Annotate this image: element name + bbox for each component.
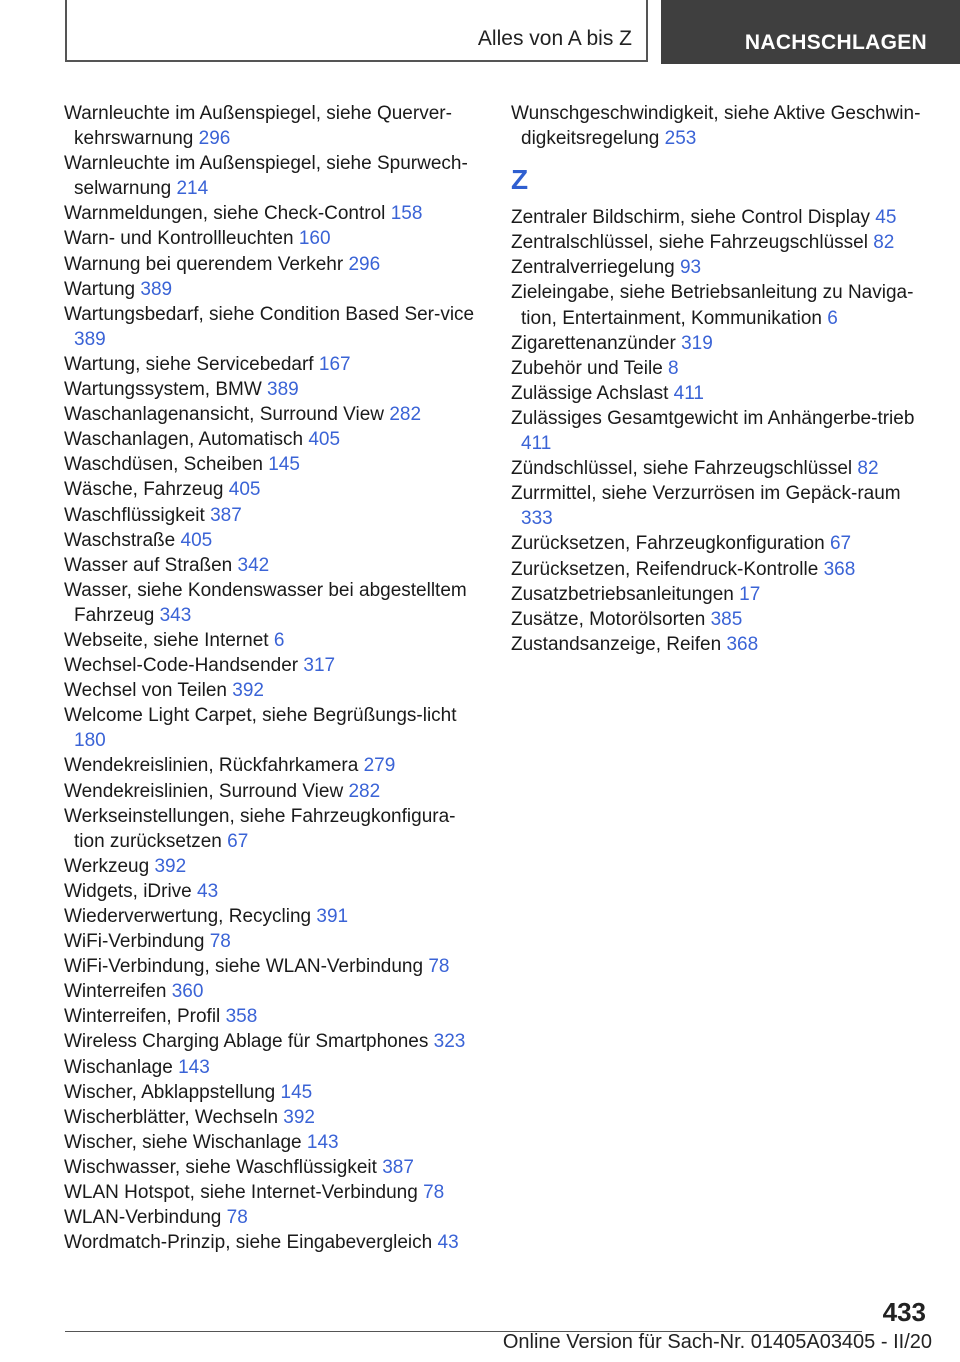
- page-number: 433: [882, 1297, 926, 1327]
- page-reference-link[interactable]: 78: [226, 1207, 248, 1229]
- index-entry: [64, 1105, 484, 1130]
- page-reference-link[interactable]: 78: [209, 931, 231, 953]
- page-reference-link[interactable]: 368: [823, 558, 856, 580]
- index-term: Zurrmittel, siehe Verzurrösen im Gepäck‐raum: [511, 483, 901, 505]
- index-entry: [64, 252, 484, 277]
- index-entry: [511, 406, 931, 456]
- page-reference-link[interactable]: 358: [225, 1006, 258, 1028]
- page-reference-link[interactable]: 67: [227, 830, 249, 852]
- index-term: Zündschlüssel, siehe Fahrzeugschlüssel: [511, 458, 853, 480]
- page-reference-link[interactable]: 333: [521, 508, 553, 530]
- page-reference-link[interactable]: 6: [827, 307, 838, 329]
- index-term: Wartungsbedarf, siehe Condition Based Ser‐vice: [64, 303, 475, 325]
- page-reference-link[interactable]: 78: [423, 1182, 445, 1204]
- index-term: Wischanlage: [64, 1056, 173, 1078]
- index-term: Waschflüssigkeit: [64, 504, 205, 526]
- index-term: Zustandsanzeige, Reifen: [511, 633, 722, 655]
- page-reference-link[interactable]: 411: [673, 382, 704, 404]
- index-entry: [64, 954, 484, 979]
- page-reference-link[interactable]: 405: [180, 529, 213, 551]
- index-term: Waschstraße: [64, 529, 176, 551]
- index-term: Webseite, siehe Internet: [64, 629, 269, 651]
- index-term: Wischwasser, siehe Waschflüssigkeit: [64, 1156, 377, 1178]
- page-reference-link[interactable]: 368: [726, 633, 759, 655]
- page-reference-link[interactable]: 43: [197, 880, 219, 902]
- index-term: WLAN Hotspot, siehe Internet-Verbindung: [64, 1182, 418, 1204]
- index-term: Zentralschlüssel, siehe Fahrzeugschlüssel: [511, 232, 868, 254]
- index-term: WiFi-Verbindung, siehe WLAN-Verbindung: [64, 956, 424, 978]
- index-term: Warnmeldungen, siehe Check-Control: [64, 203, 386, 225]
- page-reference-link[interactable]: 392: [232, 680, 264, 702]
- page-reference-link[interactable]: 145: [280, 1081, 313, 1103]
- index-term: Warnung bei querendem Verkehr: [64, 253, 344, 275]
- index-entry: [511, 481, 931, 531]
- index-term: Wischer, siehe Wischanlage: [64, 1131, 302, 1153]
- index-entry: [64, 753, 484, 778]
- index-entry: [64, 277, 484, 302]
- page-reference-link[interactable]: 389: [140, 278, 173, 300]
- index-entry: [64, 201, 484, 226]
- page-reference-link[interactable]: 323: [433, 1031, 466, 1053]
- page-reference-link[interactable]: 93: [679, 257, 702, 279]
- index-term: Widgets, iDrive: [64, 880, 192, 902]
- index-term: Wartung: [64, 278, 136, 300]
- index-term: Waschanlagenansicht, Surround View: [64, 404, 385, 426]
- page-reference-link[interactable]: 389: [74, 328, 106, 350]
- index-entry: [64, 979, 484, 1004]
- page-reference-link[interactable]: 8: [668, 357, 679, 379]
- index-entry: [64, 879, 484, 904]
- index-entry: [511, 331, 931, 356]
- index-term: Zulässige Achslast: [511, 382, 669, 404]
- page-reference-link[interactable]: 279: [363, 755, 396, 777]
- index-term: Welcome Light Carpet, siehe Begrüßungs‐licht: [64, 705, 457, 727]
- index-entry: [511, 356, 931, 381]
- page-reference-link[interactable]: 296: [348, 253, 381, 275]
- page-reference-link[interactable]: 405: [308, 429, 341, 451]
- index-group-w-continued: [511, 101, 931, 151]
- index-term: Waschdüsen, Scheiben: [64, 454, 263, 476]
- index-entry: [64, 904, 484, 929]
- index-term: Wechsel von Teilen: [64, 680, 228, 702]
- index-entry: [511, 607, 931, 632]
- index-term: Zigarettenanzünder: [511, 332, 676, 354]
- page-reference-link[interactable]: 43: [437, 1232, 459, 1254]
- index-entry: [64, 854, 484, 879]
- index-term: Zieleingabe, siehe Betriebsanleitung zu Naviga‐tion, Entertainment, Kommunikation: [511, 282, 914, 329]
- index-term: Winterreifen: [64, 981, 167, 1003]
- index-term: Wordmatch-Prinzip, siehe Eingabevergleich: [64, 1232, 433, 1254]
- index-term: Wartung, siehe Servicebedarf: [64, 353, 314, 375]
- index-entry: [64, 352, 484, 377]
- index-entry: [64, 678, 484, 703]
- page-reference-link[interactable]: 158: [390, 203, 423, 225]
- page-reference-link[interactable]: 385: [710, 608, 743, 630]
- page-reference-link[interactable]: 180: [74, 730, 106, 752]
- index-entry: [64, 427, 484, 452]
- index-term: Zentralverriegelung: [511, 257, 675, 279]
- index-entry: [64, 1029, 484, 1054]
- index-term: Waschanlagen, Automatisch: [64, 429, 304, 451]
- chapter-tab: [661, 0, 960, 64]
- index-entry: [64, 553, 484, 578]
- page-reference-link[interactable]: 317: [303, 655, 336, 677]
- page-reference-link[interactable]: 6: [273, 629, 285, 651]
- page-reference-link[interactable]: 411: [521, 433, 552, 455]
- index-entry: [64, 101, 484, 151]
- index-entry: [64, 779, 484, 804]
- index-entry: [64, 377, 484, 402]
- page-reference-link[interactable]: 82: [857, 458, 879, 480]
- index-term: Wasser, siehe Kondenswasser bei abgestelltem Fahrzeug: [64, 579, 467, 626]
- page-reference-link[interactable]: 389: [267, 379, 299, 401]
- index-term: Wiederverwertung, Recycling: [64, 906, 312, 927]
- index-entry: [511, 456, 931, 481]
- section-title: Alles von A bis Z: [477, 27, 632, 50]
- index-term: Wartungssystem, BMW: [64, 379, 262, 401]
- page-reference-link[interactable]: 391: [316, 906, 349, 927]
- index-entry: [64, 1230, 484, 1255]
- index-entry: [511, 101, 931, 151]
- section-tab: [65, 0, 648, 62]
- index-entry: [64, 1130, 484, 1155]
- index-entry: [64, 1080, 484, 1105]
- index-entry: [64, 302, 484, 352]
- index-entry: [64, 1004, 484, 1029]
- index-entry: [64, 503, 484, 528]
- index-term: Wischerblätter, Wechseln: [64, 1106, 279, 1128]
- index-term: Wechsel-Code-Handsender: [64, 655, 299, 677]
- index-column-right: [511, 101, 931, 657]
- index-entry: [511, 381, 931, 406]
- index-entry: [511, 230, 931, 255]
- index-entry: [511, 531, 931, 556]
- index-term: Werkseinstellungen, siehe Fahrzeugkonfigura‐tion zurücksetzen: [64, 805, 456, 852]
- index-entry: [64, 1055, 484, 1080]
- index-entry: [64, 653, 484, 678]
- page-reference-link[interactable]: 343: [159, 604, 192, 626]
- page-reference-link[interactable]: 145: [268, 454, 300, 476]
- page-reference-link[interactable]: 253: [664, 128, 697, 150]
- index-term: Wireless Charging Ablage für Smartphones: [64, 1031, 429, 1053]
- index-term: Wischer, Abklappstellung: [64, 1081, 276, 1103]
- chapter-title: NACHSCHLAGEN: [744, 31, 927, 54]
- index-term: WLAN-Verbindung: [64, 1207, 222, 1229]
- index-entry: [511, 582, 931, 607]
- page-reference-link[interactable]: 282: [389, 404, 422, 426]
- index-term: Wasser auf Straßen: [64, 554, 233, 576]
- index-term: Wunschgeschwindigkeit, siehe Aktive Geschwin‐digkeitsregelung: [511, 103, 921, 150]
- page-reference-link[interactable]: 17: [739, 583, 761, 605]
- index-term: Wäsche, Fahrzeug: [64, 479, 224, 501]
- page-reference-link[interactable]: 392: [154, 855, 187, 877]
- page-reference-link[interactable]: 387: [382, 1156, 414, 1178]
- index-term: Zurücksetzen, Reifendruck-Kontrolle: [511, 558, 819, 580]
- index-term: Wendekreislinien, Rückfahrkamera: [64, 755, 359, 777]
- page-reference-link[interactable]: 214: [176, 178, 209, 200]
- index-entry: [511, 255, 931, 280]
- page-reference-link[interactable]: 167: [318, 353, 351, 375]
- index-term: Warnleuchte im Außenspiegel, siehe Querver‐kehrswarnung: [64, 103, 452, 150]
- page-reference-link[interactable]: 82: [873, 232, 895, 254]
- index-entry: [64, 929, 484, 954]
- index-entry: [511, 557, 931, 582]
- index-term: WiFi-Verbindung: [64, 931, 205, 953]
- index-entry: [64, 804, 484, 854]
- index-term: Warnleuchte im Außenspiegel, siehe Spurwech‐selwarnung: [64, 153, 468, 200]
- index-entry: [64, 452, 484, 477]
- index-term: Winterreifen, Profil: [64, 1006, 221, 1028]
- index-entry: [511, 205, 931, 230]
- page-reference-link[interactable]: 342: [237, 554, 270, 576]
- page-reference-link[interactable]: 282: [348, 780, 381, 802]
- index-entry: [64, 528, 484, 553]
- index-term: Zentraler Bildschirm, siehe Control Display: [511, 207, 871, 229]
- page-reference-link[interactable]: 67: [829, 533, 852, 555]
- index-term: Zubehör und Teile: [511, 357, 663, 379]
- index-group-z: [511, 205, 931, 657]
- index-entry: [64, 226, 484, 251]
- index-term: Zurücksetzen, Fahrzeugkonfiguration: [511, 533, 825, 555]
- index-term: Wendekreislinien, Surround View: [64, 780, 344, 802]
- index-column-left: [64, 101, 484, 1255]
- index-entry: [64, 703, 484, 753]
- page-reference-link[interactable]: 387: [210, 504, 242, 526]
- index-term: Werkzeug: [64, 855, 150, 877]
- page-reference-link[interactable]: 78: [428, 956, 450, 978]
- page-reference-link[interactable]: 160: [298, 228, 331, 250]
- page-reference-link[interactable]: 360: [171, 981, 204, 1003]
- index-entry: [64, 151, 484, 201]
- page-reference-link[interactable]: 296: [198, 128, 231, 150]
- page-reference-link[interactable]: 392: [283, 1106, 315, 1128]
- page-reference-link[interactable]: 319: [681, 332, 713, 354]
- index-entry: [511, 280, 931, 330]
- index-entry: [64, 628, 484, 653]
- page-reference-link[interactable]: 143: [178, 1056, 210, 1078]
- index-entry: [511, 632, 931, 657]
- section-letter-heading: Z: [511, 164, 529, 196]
- index-term: Zusätze, Motorölsorten: [511, 608, 706, 630]
- index-entry: [64, 1180, 484, 1205]
- index-entry: [64, 477, 484, 502]
- index-entry: [64, 1155, 484, 1180]
- page-reference-link[interactable]: 405: [228, 479, 261, 501]
- index-entry: [64, 578, 484, 628]
- page-reference-link[interactable]: 45: [875, 207, 897, 229]
- page-header: [65, 0, 960, 64]
- index-term: Zusatzbetriebsanleitungen: [511, 583, 734, 605]
- index-term: Warn- und Kontrollleuchten: [64, 228, 294, 250]
- index-entry: [64, 402, 484, 427]
- page-reference-link[interactable]: 143: [306, 1131, 339, 1153]
- footer-text: Online Version für Sach-Nr. 01405A03405 - II/20: [502, 1331, 932, 1353]
- index-term: Zulässiges Gesamtgewicht im Anhängerbe‐trieb: [511, 407, 915, 429]
- index-entry: [64, 1205, 484, 1230]
